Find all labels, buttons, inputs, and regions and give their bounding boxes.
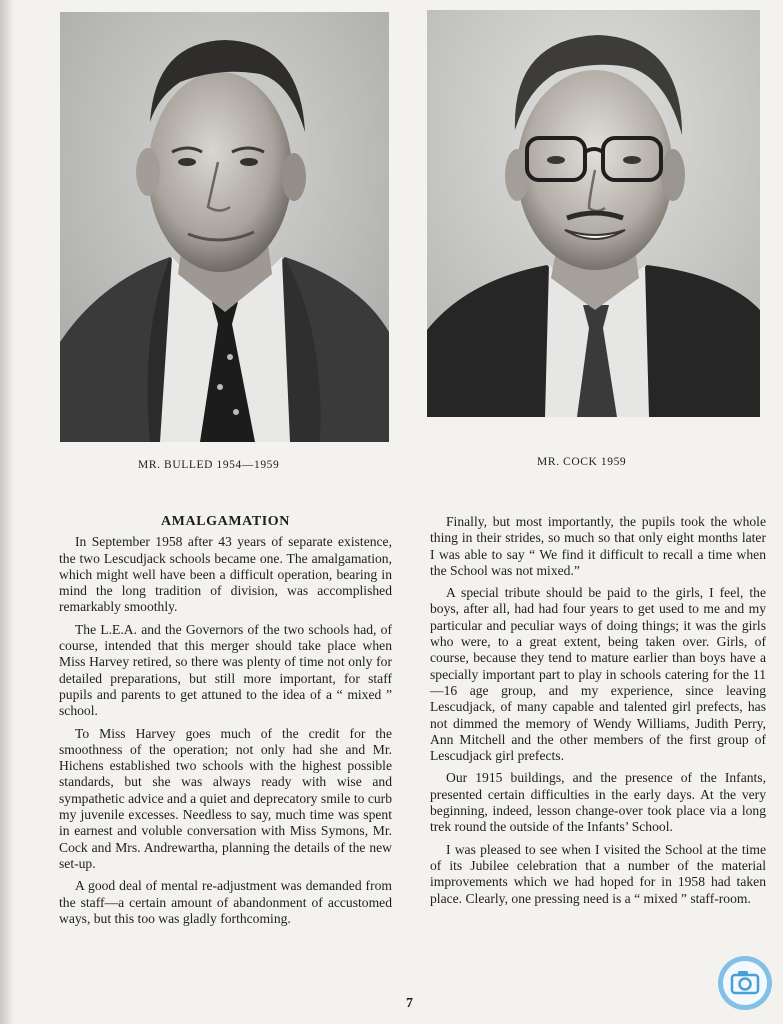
portrait-illustration xyxy=(427,10,760,417)
paragraph: Finally, but most importantly, the pupils took the whole thing in their strides, so much so that only eight months later I was able to say “ We find it difficult to recall a time when the School was not mixed.” xyxy=(430,514,766,578)
portrait-illustration xyxy=(60,12,389,442)
paragraph: In September 1958 after 43 years of separate existence, the two Lescudjack schools became one. The amalgamation, which might well have been a difficult operation, bearing in mind the long tradition of division, was accomplished remarkably smoothly. xyxy=(59,534,392,615)
paragraph: I was pleased to see when I visited the School at the time of its Jubilee celebration that a number of the material improvements which we had hoped for in 1958 had taken place. Clearly, one pressing need is a “ mixed ” staff-room. xyxy=(430,841,766,906)
paragraph: A special tribute should be paid to the girls, I feel, the boys, after all, had had four years to get used to me and my particular and peculiar ways of doing things; it was the girls who were, to a great extent, being taken over. Girls, of course, because they tend to mature earlier than boys have a specially important part to play in schools catering for the 11—16 age group, and my experience, since leaving Lescudjack, of many capable and talented girl prefects, has not dimmed the memory of Wendy Williams, Judith Perry, Ann Mitchell and the other members of the first group of Lescudjack girl prefects. xyxy=(430,585,766,764)
camera-icon[interactable] xyxy=(716,954,774,1012)
portrait-photo-mr-cock xyxy=(427,10,760,417)
article-column-left xyxy=(59,514,392,933)
paragraph: The L.E.A. and the Governors of the two schools had, of course, intended that this merger should take place when Miss Harvey retired, so there was plenty of time not only for detailed preparations, but still more important, for staff pupils and parents to get attuned to the idea of a “ mixed ” school. xyxy=(59,621,392,719)
page-number: 7 xyxy=(406,996,413,1011)
paragraph: A good deal of mental re-adjustment was demanded from the staff—a certain amount of abandonment of accustomed ways, but this too was gladly forthcoming. xyxy=(59,878,392,926)
portrait-photo-mr-bulled xyxy=(60,12,389,442)
photo-caption-left: MR. BULLED 1954—1959 xyxy=(138,459,280,471)
page-binding-shadow xyxy=(0,0,14,1024)
photo-caption-right: MR. COCK 1959 xyxy=(537,456,627,468)
article-column-right xyxy=(430,514,766,913)
paragraph: To Miss Harvey goes much of the credit for the smoothness of the operation; not only had she and Mr. Hichens established two schools with the highest possible standards, but she was always ready with wise and sympathetic advice and a quiet and deprecatory smile to curb my juvenile excesses. Needless to say, much time was spent in earnest and voluble conversation with Miss Symons, Mr. Cock and Mrs. Andrewartha, planning the details of the new set-up. xyxy=(59,725,392,871)
article-heading: AMALGAMATION xyxy=(160,514,291,529)
paragraph: Our 1915 buildings, and the presence of the Infants, presented certain difficulties in the early days. At the very beginning, indeed, lesson change-over took place via a long trek round the outside of the Infants’ School. xyxy=(430,770,766,835)
